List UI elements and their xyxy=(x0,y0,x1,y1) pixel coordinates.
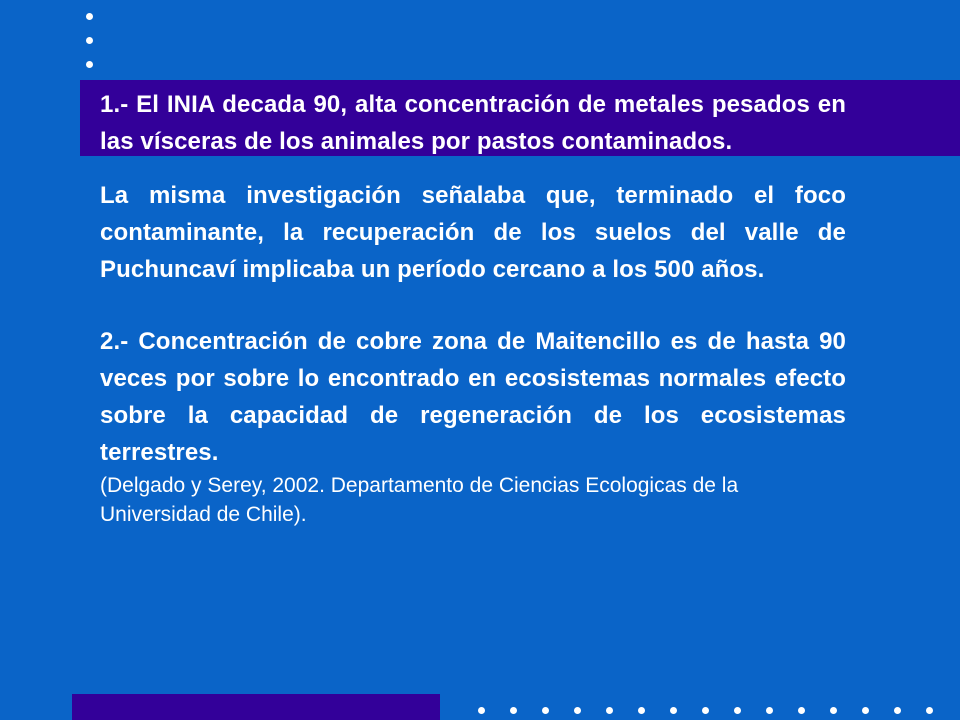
decorative-dot xyxy=(926,707,933,714)
paragraph-copper: 2.- Concentración de cobre zona de Maitencillo es de hasta 90 veces por sobre lo encontrado en ecosistemas normales efecto sobre la capacidad de regeneración de los ecosistemas terrestres. xyxy=(100,328,846,466)
decorative-dot xyxy=(606,707,613,714)
decorative-dot xyxy=(478,707,485,714)
decorative-dot xyxy=(702,707,709,714)
decorative-dot xyxy=(574,707,581,714)
paragraph-recovery: La misma investigación señalaba que, terminado el foco contaminante, la recuperación de los suelos del valle de Puchuncaví implicaba un período cercano a los 500 años. xyxy=(100,182,846,283)
decorative-dot xyxy=(510,707,517,714)
slide-body xyxy=(100,86,846,529)
decorative-dot xyxy=(86,13,93,20)
decorative-dot xyxy=(894,707,901,714)
decorative-dot xyxy=(670,707,677,714)
decorative-dot xyxy=(542,707,549,714)
decorative-dot xyxy=(830,707,837,714)
decorative-dot xyxy=(638,707,645,714)
decorative-dot xyxy=(766,707,773,714)
footer-band xyxy=(72,694,440,720)
decorative-dot xyxy=(798,707,805,714)
decorative-dot xyxy=(86,37,93,44)
decorative-dot xyxy=(86,61,93,68)
paragraph-inia: 1.- El INIA decada 90, alta concentración de metales pesados en las vísceras de los animales por pastos contaminados. xyxy=(100,91,846,155)
decorative-dot xyxy=(862,707,869,714)
decorative-dot xyxy=(734,707,741,714)
citation: (Delgado y Serey, 2002. Departamento de Ciencias Ecologicas de la Universidad de Chile). xyxy=(100,474,739,526)
